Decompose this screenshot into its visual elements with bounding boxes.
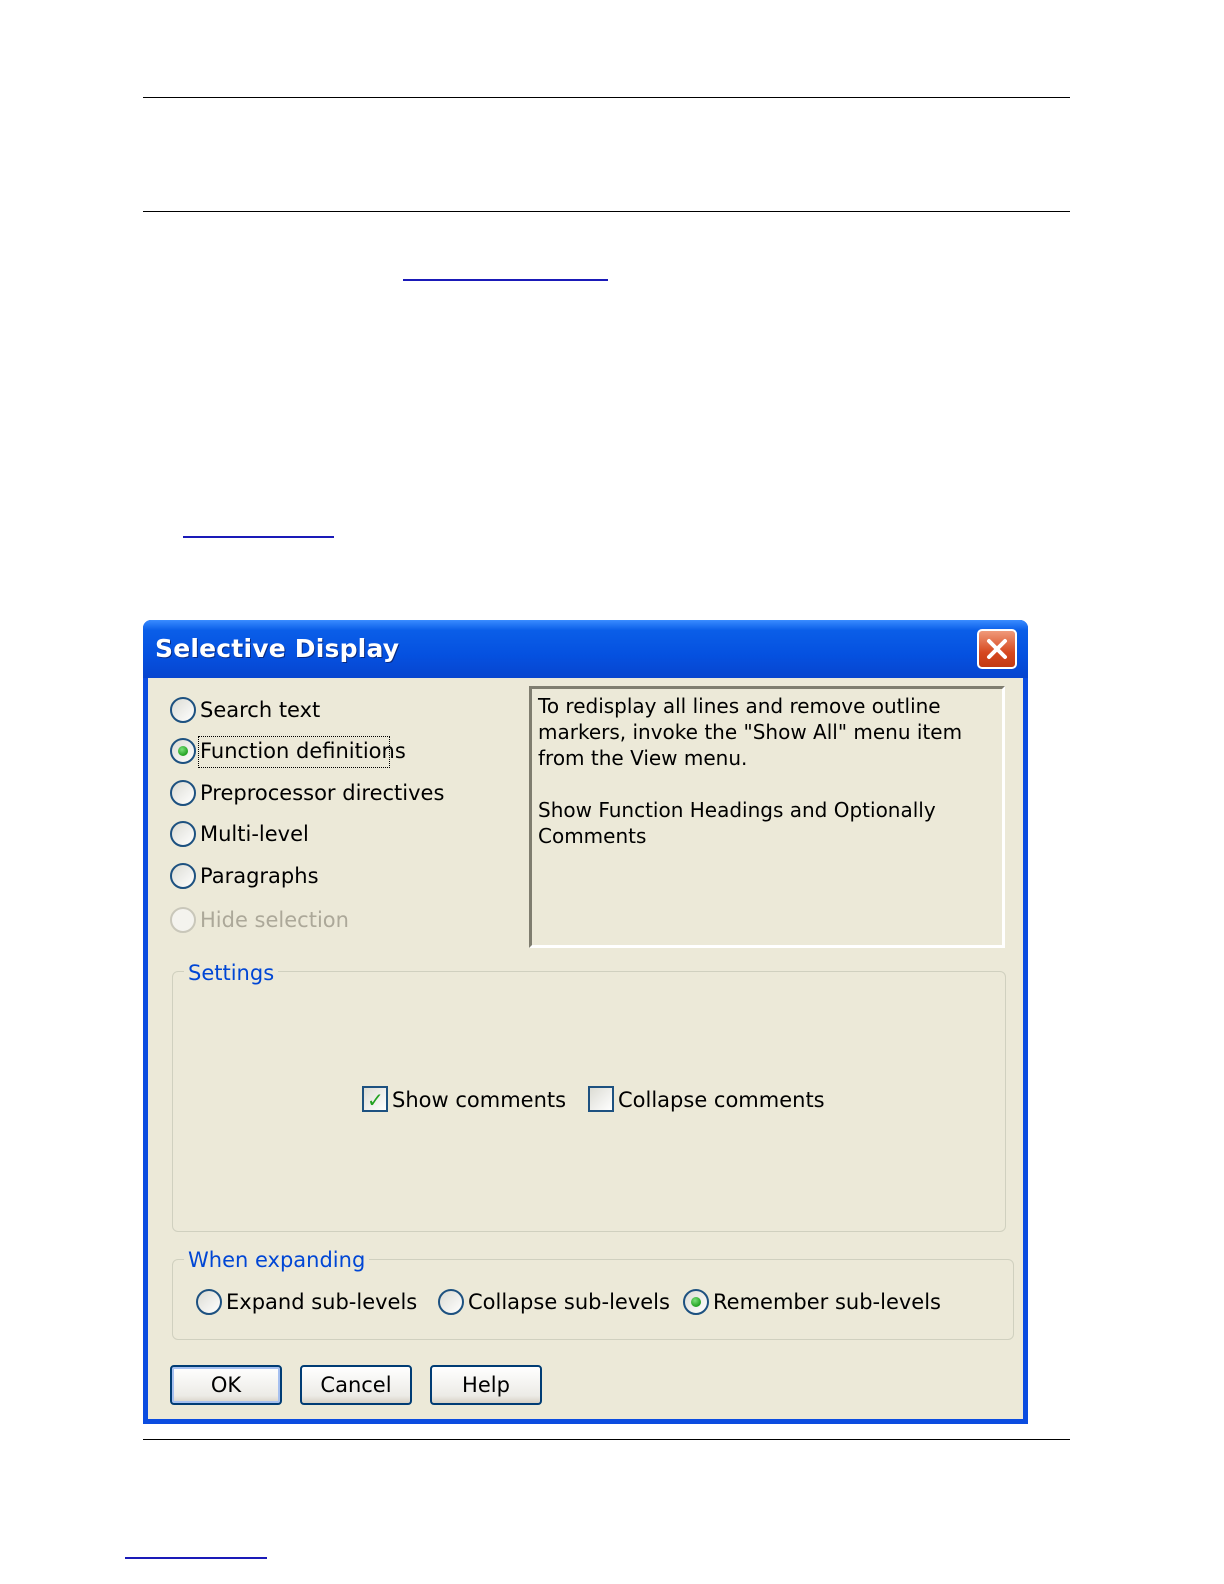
help-button[interactable]: Help (430, 1365, 542, 1405)
checkbox-label: Show comments (392, 1088, 567, 1112)
top-rule (143, 97, 1070, 98)
radio-selected-dot (178, 746, 188, 756)
dialog-title: Selective Display (155, 634, 400, 663)
selective-display-dialog (143, 620, 1028, 1424)
radio-button[interactable] (170, 780, 196, 806)
radio-label: Expand sub-levels (226, 1290, 418, 1314)
dialog-client-area (148, 678, 1023, 1419)
radio-button[interactable] (170, 738, 196, 764)
radio-button[interactable] (683, 1289, 709, 1315)
settings-group-label: Settings (184, 960, 278, 986)
radio-button[interactable] (170, 697, 196, 723)
checkbox[interactable] (588, 1086, 614, 1112)
radio-label: Multi-level (200, 822, 309, 846)
close-button[interactable] (977, 629, 1017, 669)
radio-button[interactable] (170, 821, 196, 847)
footer-rule (143, 1439, 1070, 1440)
radio-label: Preprocessor directives (200, 781, 445, 805)
radio-label: Paragraphs (200, 864, 319, 888)
checkbox-label: Collapse comments (618, 1088, 825, 1112)
radio-button[interactable] (170, 863, 196, 889)
ok-button[interactable]: OK (170, 1365, 282, 1405)
radio-button[interactable] (438, 1289, 464, 1315)
close-icon (979, 631, 1015, 667)
when-expanding-group-label: When expanding (184, 1247, 369, 1273)
description-text: To redisplay all lines and remove outline markers, invoke the "Show All" menu item from the View menu. Show Function Headings and Optionally Comments (538, 694, 963, 848)
cancel-button[interactable]: Cancel (300, 1365, 412, 1405)
radio-label: Collapse sub-levels (468, 1290, 670, 1314)
link-underline[interactable] (403, 279, 608, 281)
description-box (529, 686, 1005, 948)
radio-label: Remember sub-levels (713, 1290, 941, 1314)
radio-label: Search text (200, 698, 321, 722)
checkmark-icon: ✓ (367, 1088, 384, 1112)
checkbox[interactable] (362, 1086, 388, 1112)
radio-button (170, 907, 196, 933)
title-bar[interactable] (143, 620, 1028, 678)
link-underline[interactable] (125, 1557, 267, 1559)
radio-button[interactable] (196, 1289, 222, 1315)
header-rule (143, 211, 1070, 212)
radio-label: Hide selection (200, 908, 349, 932)
radio-selected-dot (691, 1297, 701, 1307)
link-underline[interactable] (183, 536, 334, 538)
radio-label: Function definitions (200, 739, 406, 763)
